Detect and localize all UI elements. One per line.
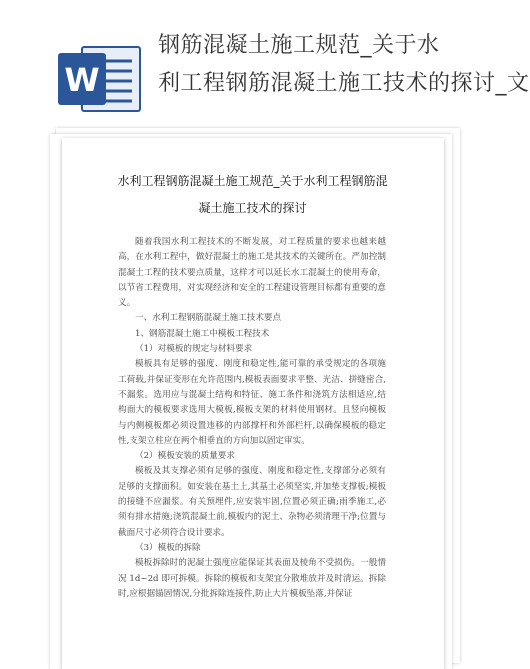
document-title-line-1: 水利工程钢筋混凝土施工规范_关于水利工程钢筋混 bbox=[117, 174, 388, 188]
svg-text:W: W bbox=[64, 61, 100, 99]
header bbox=[0, 0, 530, 125]
document-title-line-2: 凝土施工技术的探讨 bbox=[198, 201, 307, 215]
word-document-icon bbox=[56, 43, 142, 115]
paragraph: 模板具有足够的强度、刚度和稳定性,能可靠的承受规定的各项施工荷载,并保证变形在允许范围内,模板表面要求平整、光洁、拼缝密合,不漏浆。选用应与混凝土结构和特征、施工条件和浇筑方法相适应,结构面大的模板要求选用大模板,模板支架的材料使用钢材。且竖向模板与内侧模板都必须设置违移的内部撑杆和外部栏杆,以确保模板的稳定性,支架立柱应在两个相垂直的方向加以固定审实。 bbox=[118, 359, 386, 446]
document-body bbox=[118, 235, 386, 602]
subsection-heading: 1、钢筋混凝土施工中模板工程技术 bbox=[135, 328, 270, 339]
section-heading: 一、水利工程钢筋混凝土施工技术要点 bbox=[135, 313, 282, 324]
paragraph: 随着我国水利工程技术的不断发展，对工程质量的要求也越来越高，在水利工程中，做好混凝土的施工是其技术的关键所在。严加控制混凝土工程的技术要点质量，这样才可以延长水工混凝土的使用寿命，以节省工程费用，对实现经济和安全的工程建设管理目标都有重要的意义。 bbox=[118, 237, 386, 309]
paragraph: 模板及其支撑必须有足够的强度、刚度和稳定性,支撑部分必须有足够的支撑面积。如安装在基土上,其基土必须坚实,并加垫支撑板;模板的接缝不应漏浆。有关预埋件,应安装牢固,位置必须正确;雨季施工,必须有排水措施;浇筑混凝土前,模板内的泥土、杂物必须清理干净;位置与截面尺寸必须符合设计要求。 bbox=[118, 466, 386, 538]
header-title-line-1: 钢筋混凝土施工规范_关于水 bbox=[158, 33, 440, 58]
subsection-heading: （2）模板安装的质量要求 bbox=[135, 451, 235, 462]
paragraph: 模板拆除时的泥凝土强度应能保证其表面及棱角不受损伤。一般情况 1d~2d 即可拆模。拆除的模板和支架宜分散堆放并及时清运。拆除时,应根据锚固情况,分批拆除连接件,防止大片模板坠落,并保证 bbox=[118, 558, 386, 599]
header-title-line-2: 利工程钢筋混凝土施工技术的探讨_文 bbox=[158, 71, 530, 96]
subsection-heading: （3）模板的拆除 bbox=[135, 542, 201, 553]
subsection-heading: （1）对模板的规定与材料要求 bbox=[135, 344, 253, 355]
